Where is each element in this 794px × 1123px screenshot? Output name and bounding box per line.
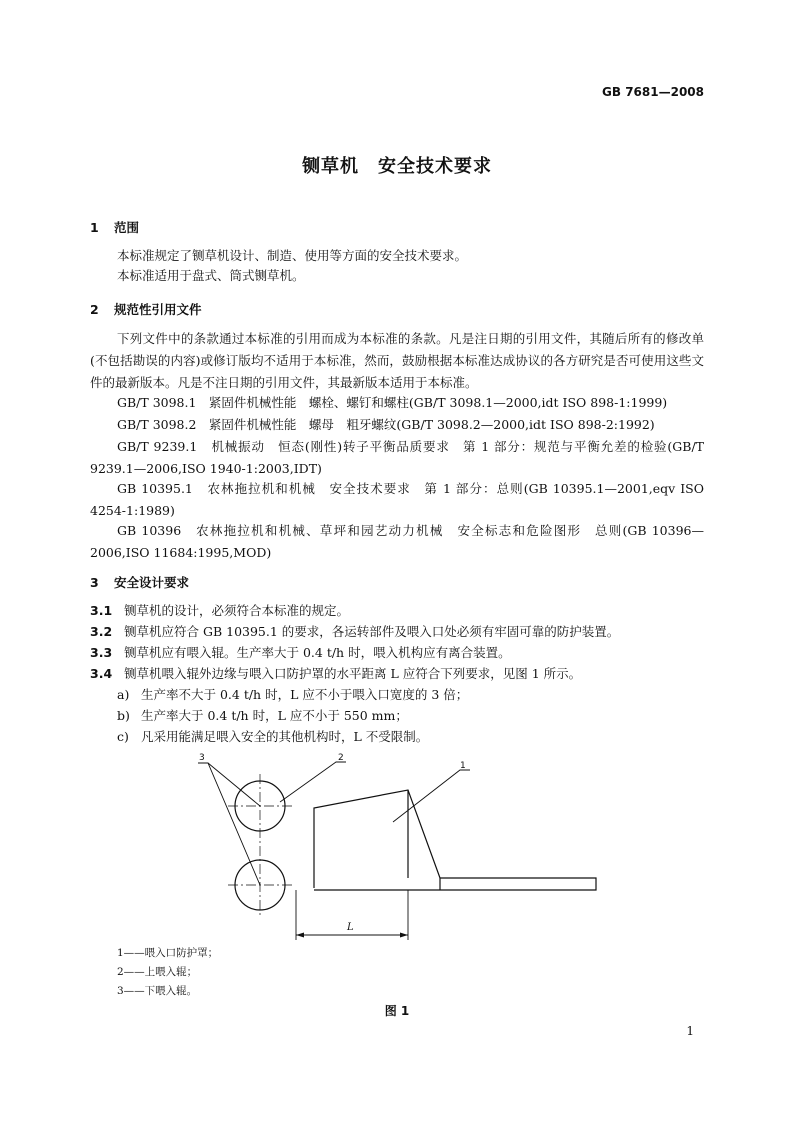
section-number: 1 [90, 220, 99, 235]
dimension-arrow [296, 933, 304, 938]
list-item [117, 706, 408, 726]
paragraph: 本标准规定了铡草机设计、制造、使用等方面的安全技术要求。 [117, 248, 468, 263]
label-distance-l: L [347, 922, 354, 933]
page-number: 1 [686, 1024, 694, 1038]
section-title: 范围 [114, 220, 140, 235]
intro-paragraph: 下列文件中的条款通过本标准的引用而成为本标准的条款。凡是注日期的引用文件，其随后所有的修改单(不包括勘误的内容)或修订版均不适用于本标准，然而，鼓励根据本标准达成协议的各方研究是否可使用这些文件的最新版本。凡是不注日期的引用文件，其最新版本适用于本标准。 [90, 331, 704, 390]
list-marker: c) [117, 729, 129, 744]
leader-line-2 [280, 762, 346, 802]
figure-caption: 图 1 [384, 1004, 410, 1018]
clause [90, 643, 511, 663]
section-number: 2 [90, 302, 99, 317]
clause-number: 3.2 [90, 624, 113, 639]
clause-number: 3.1 [90, 603, 113, 618]
reference-item: GB/T 3098.1 紧固件机械性能 螺栓、螺钉和螺柱(GB/T 3098.1—2000,idt ISO 898-1:1999) [117, 395, 668, 410]
list-text: 生产率不大于 0.4 t/h 时，L 应不小于喂入口宽度的 3 倍； [141, 687, 469, 702]
section-title: 规范性引用文件 [114, 302, 202, 317]
clause-number: 3.4 [90, 666, 113, 681]
clause-text: 铡草机应符合 GB 10395.1 的要求，各运转部件及喂入口处必须有牢固可靠的防护装置。 [124, 624, 620, 639]
clause [90, 601, 349, 621]
section-number: 3 [90, 575, 99, 590]
leader-line-3 [198, 763, 260, 885]
page-title: 铡草机 安全技术要求 [302, 156, 492, 177]
list-marker: b) [117, 708, 130, 723]
clause-text: 铡草机应有喂入辊。生产率大于 0.4 t/h 时，喂入机构应有离合装置。 [124, 645, 511, 660]
dimension-arrow [400, 933, 408, 938]
reference-item: GB/T 9239.1 机械振动 恒态(刚性)转子平衡品质要求 第 1 部分：规范与平衡允差的检验(GB/T 9239.1—2006,ISO 1940-1:2003,IDT) [90, 439, 704, 476]
section-title: 安全设计要求 [114, 575, 190, 590]
list-item [117, 685, 468, 705]
leader-line-3b [208, 763, 260, 806]
paragraph: 本标准适用于盘式、筒式铡草机。 [117, 268, 305, 283]
list-text: 生产率大于 0.4 t/h 时，L 应不小于 550 mm； [141, 708, 408, 723]
standard-code: GB 7681—2008 [602, 85, 704, 99]
section-1-heading [90, 218, 139, 236]
section-3-heading [90, 573, 189, 591]
figure-legend-item: 1——喂入口防护罩； [117, 947, 219, 959]
list-text: 凡采用能满足喂入安全的其他机构时，L 不受限制。 [141, 729, 429, 744]
label-lower-roller: 3 [199, 753, 205, 763]
label-feed-guard: 1 [460, 761, 466, 771]
section-2-heading [90, 300, 202, 318]
clause [90, 622, 619, 642]
leader-line-1 [393, 770, 470, 822]
list-marker: a) [117, 687, 130, 702]
label-upper-roller: 2 [338, 753, 344, 763]
reference-item: GB 10396 农林拖拉机和机械、草坪和园艺动力机械 安全标志和危险图形 总则(GB 10396—2006,ISO 11684:1995,MOD) [90, 523, 704, 560]
figure-legend-item: 3——下喂入辊。 [117, 985, 198, 997]
feed-guard [314, 790, 596, 890]
clause [90, 664, 581, 684]
reference-item: GB/T 3098.2 紧固件机械性能 螺母 粗牙螺纹(GB/T 3098.2—2000,idt ISO 898-2:1992) [117, 417, 655, 432]
figure-legend-item: 2——上喂入辊； [117, 966, 198, 978]
clause-text: 铡草机的设计，必须符合本标准的规定。 [124, 603, 350, 618]
clause-text: 铡草机喂入辊外边缘与喂入口防护罩的水平距离 L 应符合下列要求，见图 1 所示。 [124, 666, 582, 681]
clause-number: 3.3 [90, 645, 113, 660]
figure-1-diagram [180, 752, 610, 947]
list-item [117, 727, 428, 747]
reference-item: GB 10395.1 农林拖拉机和机械 安全技术要求 第 1 部分：总则(GB 10395.1—2001,eqv ISO 4254-1:1989) [90, 481, 704, 518]
